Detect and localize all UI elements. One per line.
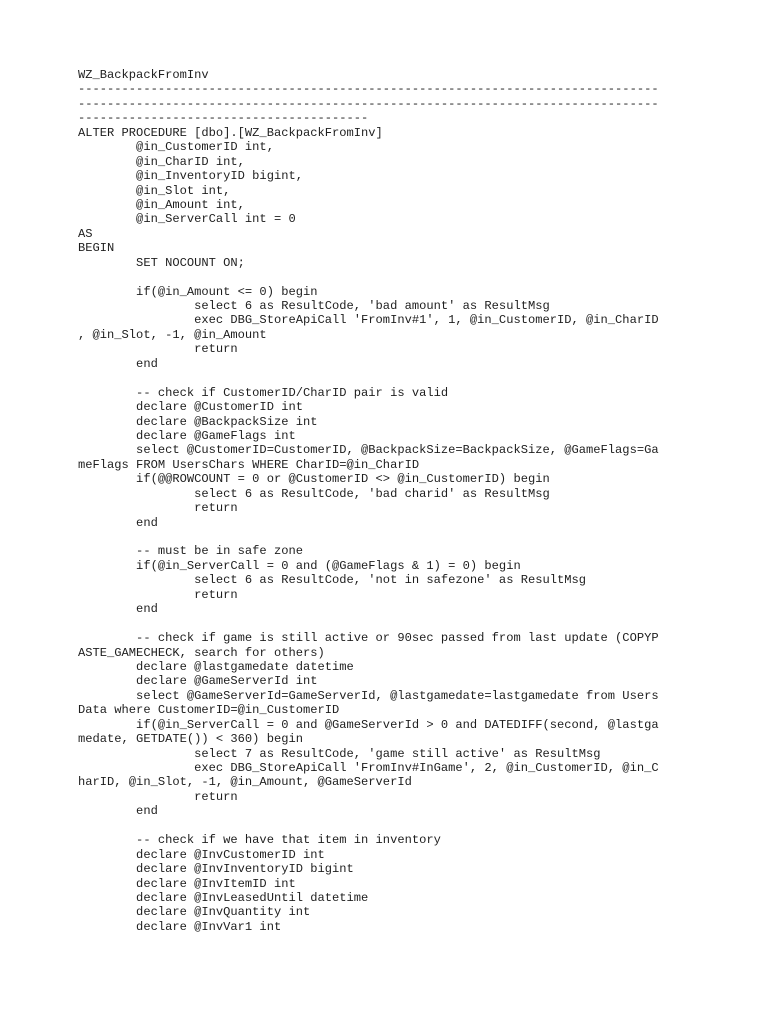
code-line: -- must be in safe zone — [78, 544, 303, 559]
code-line: @in_Slot int, — [78, 183, 231, 198]
code-line: -- check if game is still active or 90sec passed from last update (COPYP — [78, 631, 659, 646]
code-line: WZ_BackpackFromInv — [78, 68, 209, 82]
code-line: -------------------------------------------------------------------------------- — [78, 82, 659, 97]
code-line: if(@@ROWCOUNT = 0 or @CustomerID <> @in_CustomerID) begin — [78, 472, 550, 487]
code-line — [78, 270, 698, 284]
code-line: @in_ServerCall int = 0 — [78, 212, 296, 227]
sql-code-block — [78, 68, 698, 934]
code-line: declare @BackpackSize int — [78, 414, 318, 429]
code-line: if(@in_ServerCall = 0 and (@GameFlags & 1) = 0) begin — [78, 558, 521, 573]
code-line: -------------------------------------------------------------------------------- — [78, 96, 659, 111]
code-line: return — [78, 501, 238, 516]
code-line: , @in_Slot, -1, @in_Amount — [78, 327, 267, 342]
code-line: return — [78, 587, 238, 602]
code-line: end — [78, 515, 158, 530]
code-line: -- check if CustomerID/CharID pair is valid — [78, 385, 449, 400]
code-line: declare @InvVar1 int — [78, 919, 282, 934]
code-line: exec DBG_StoreApiCall 'FromInv#1', 1, @in_CustomerID, @in_CharID — [78, 313, 659, 328]
code-line: harID, @in_Slot, -1, @in_Amount, @GameServerId — [78, 775, 412, 790]
code-line: select 6 as ResultCode, 'not in safezone' as ResultMsg — [78, 573, 587, 588]
code-line: if(@in_ServerCall = 0 and @GameServerId > 0 and DATEDIFF(second, @lastga — [78, 717, 659, 732]
code-line — [78, 371, 698, 385]
code-line: declare @GameFlags int — [78, 428, 296, 443]
code-line: end — [78, 602, 158, 617]
code-line: declare @InvItemID int — [78, 876, 296, 891]
code-line: end — [78, 804, 158, 819]
code-line: declare @InvCustomerID int — [78, 847, 325, 862]
code-line: declare @InvLeasedUntil datetime — [78, 890, 369, 905]
code-line: select 7 as ResultCode, 'game still active' as ResultMsg — [78, 746, 601, 761]
code-line — [78, 530, 698, 544]
code-line: -- check if we have that item in inventory — [78, 833, 441, 848]
code-line: select @CustomerID=CustomerID, @BackpackSize=BackpackSize, @GameFlags=Ga — [78, 443, 659, 458]
code-line: Data where CustomerID=@in_CustomerID — [78, 703, 340, 718]
code-line: BEGIN — [78, 241, 115, 256]
code-line: select 6 as ResultCode, 'bad charid' as ResultMsg — [78, 486, 550, 501]
code-line: meFlags FROM UsersChars WHERE CharID=@in_CharID — [78, 457, 420, 472]
code-line: select @GameServerId=GameServerId, @lastgamedate=lastgamedate from Users — [78, 688, 659, 703]
code-line: declare @CustomerID int — [78, 400, 303, 415]
document-page — [78, 68, 698, 934]
code-line: select 6 as ResultCode, 'bad amount' as ResultMsg — [78, 299, 550, 313]
code-line: exec DBG_StoreApiCall 'FromInv#InGame', 2, @in_CustomerID, @in_C — [78, 761, 659, 775]
code-line: medate, GETDATE()) < 360) begin — [78, 732, 303, 747]
code-line: return — [78, 789, 238, 804]
code-line: if(@in_Amount <= 0) begin — [78, 284, 318, 299]
code-line: ASTE_GAMECHECK, search for others) — [78, 645, 325, 660]
code-line: end — [78, 356, 158, 371]
code-line: @in_InventoryID bigint, — [78, 169, 303, 184]
code-line: AS — [78, 226, 93, 241]
code-line: declare @GameServerId int — [78, 674, 318, 689]
code-line: ---------------------------------------- — [78, 111, 369, 126]
code-line: declare @InvInventoryID bigint — [78, 862, 354, 877]
code-line: @in_CharID int, — [78, 154, 245, 169]
code-line: SET NOCOUNT ON; — [78, 255, 245, 270]
code-line: @in_Amount int, — [78, 197, 245, 212]
code-line: @in_CustomerID int, — [78, 140, 274, 155]
code-line: return — [78, 342, 238, 357]
code-line: declare @lastgamedate datetime — [78, 659, 354, 674]
code-line — [78, 819, 698, 833]
code-line: declare @InvQuantity int — [78, 905, 311, 920]
code-line: ALTER PROCEDURE [dbo].[WZ_BackpackFromInv] — [78, 125, 383, 140]
code-line — [78, 617, 698, 631]
